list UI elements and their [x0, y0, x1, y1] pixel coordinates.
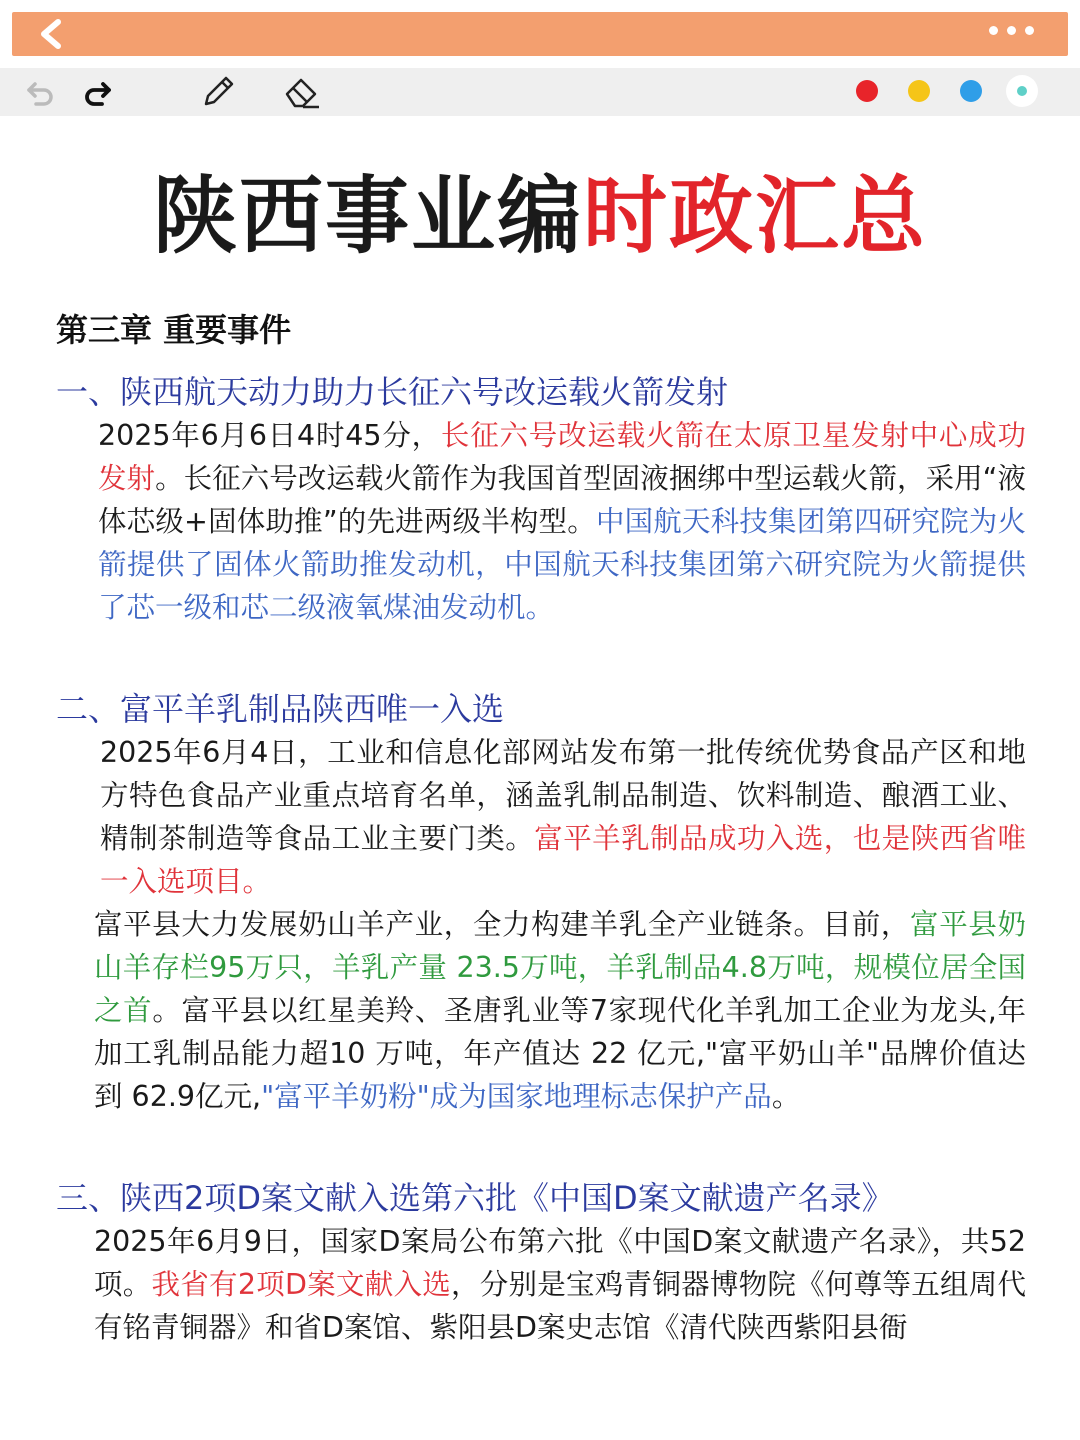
highlight-red: 长征六号改运载火箭在太原卫星发射中心成功发射: [98, 419, 1026, 495]
pen-button[interactable]: [198, 74, 238, 110]
title-part2: 时政汇总: [583, 167, 928, 265]
chevron-left-icon: [38, 19, 64, 49]
paragraph: [56, 414, 1026, 629]
text: 2025年6月4日，工业和信息化部网站发布第一批传统优势食品产区和地方特色食品产业重点培育名单，涵盖乳制品制造、饮料制造、酿酒工业、精制茶制造等食品工业主要门类。: [100, 736, 1026, 855]
section-heading: 三、陕西2项D案文献入选第六批《中国D案文献遗产名录》: [56, 1179, 894, 1217]
redo-icon: [82, 78, 114, 106]
section-heading: 二、富平羊乳制品陕西唯一入选: [56, 690, 505, 728]
text: 2025年6月9日，国家D案局公布第六批《中国D案文献遗产名录》，共52项。: [94, 1225, 1026, 1301]
text: 。长征六号改运载火箭作为我国首型固液捆绑中型运载火箭，采用“液体芯级+固体助推”的先进两级半构型。: [98, 462, 1026, 538]
eraser-button[interactable]: [282, 74, 322, 110]
highlight-green: 富平县奶山羊存栏95万只，羊乳产量 23.5万吨，羊乳制品4.8万吨，规模位居全国之首: [94, 908, 1026, 1027]
highlight-red: 富平羊乳制品成功入选，也是陕西省唯一入选项目。: [100, 822, 1026, 898]
more-dot: [1025, 26, 1034, 35]
paragraph: [56, 1220, 1026, 1349]
chapter-heading: 第三章 重要事件: [56, 311, 292, 349]
color-blue-swatch[interactable]: [960, 80, 982, 102]
highlight-red: 我省有2项D案文献入选: [151, 1268, 451, 1301]
more-menu-button[interactable]: [989, 26, 1034, 35]
eraser-icon: [283, 74, 321, 110]
text: ，分别是宝鸡青铜器博物院《何尊等五组周代有铭青铜器》和省D案馆、紫阳县D案史志馆《清代陕西紫阳县衙: [94, 1268, 1026, 1344]
text: 。富平县以红星美羚、圣唐乳业等7家现代化羊乳加工企业为龙头,年加工乳制品能力超10 万吨，年产值达 22 亿元,"富平奶山羊"品牌价值达到 62.9亿元,: [94, 994, 1026, 1113]
title-part1: 陕西事业编: [152, 167, 583, 265]
paragraph: [56, 731, 1026, 903]
paragraph: [56, 903, 1026, 1118]
color-teal-swatch[interactable]: [1006, 75, 1038, 107]
pencil-icon: [200, 74, 236, 110]
highlight-blue: "富平羊奶粉"成为国家地理标志保护产品: [261, 1080, 772, 1113]
article-body: [56, 370, 1026, 1349]
color-red-swatch[interactable]: [856, 80, 878, 102]
page-title: [0, 168, 1080, 264]
highlight-blue: 中国航天科技集团第四研究院为火箭提供了固体火箭助推发动机，中国航天科技集团第六研究院为火箭提供了芯一级和芯二级液氧煤油发动机。: [98, 505, 1026, 624]
top-bar: [12, 12, 1068, 56]
color-yellow-swatch[interactable]: [908, 80, 930, 102]
section-heading: 一、陕西航天动力助力长征六号改运载火箭发射: [56, 373, 729, 411]
text: 。: [771, 1080, 801, 1113]
text: 富平县大力发展奶山羊产业，全力构建羊乳全产业链条。目前，: [94, 908, 911, 941]
undo-button[interactable]: [20, 74, 60, 110]
text: 2025年6月6日4时45分，: [98, 419, 441, 452]
back-button[interactable]: [34, 18, 68, 50]
teal-dot: [1017, 86, 1027, 96]
more-dot: [1007, 26, 1016, 35]
more-dot: [989, 26, 998, 35]
undo-icon: [24, 78, 56, 106]
redo-button[interactable]: [78, 74, 118, 110]
